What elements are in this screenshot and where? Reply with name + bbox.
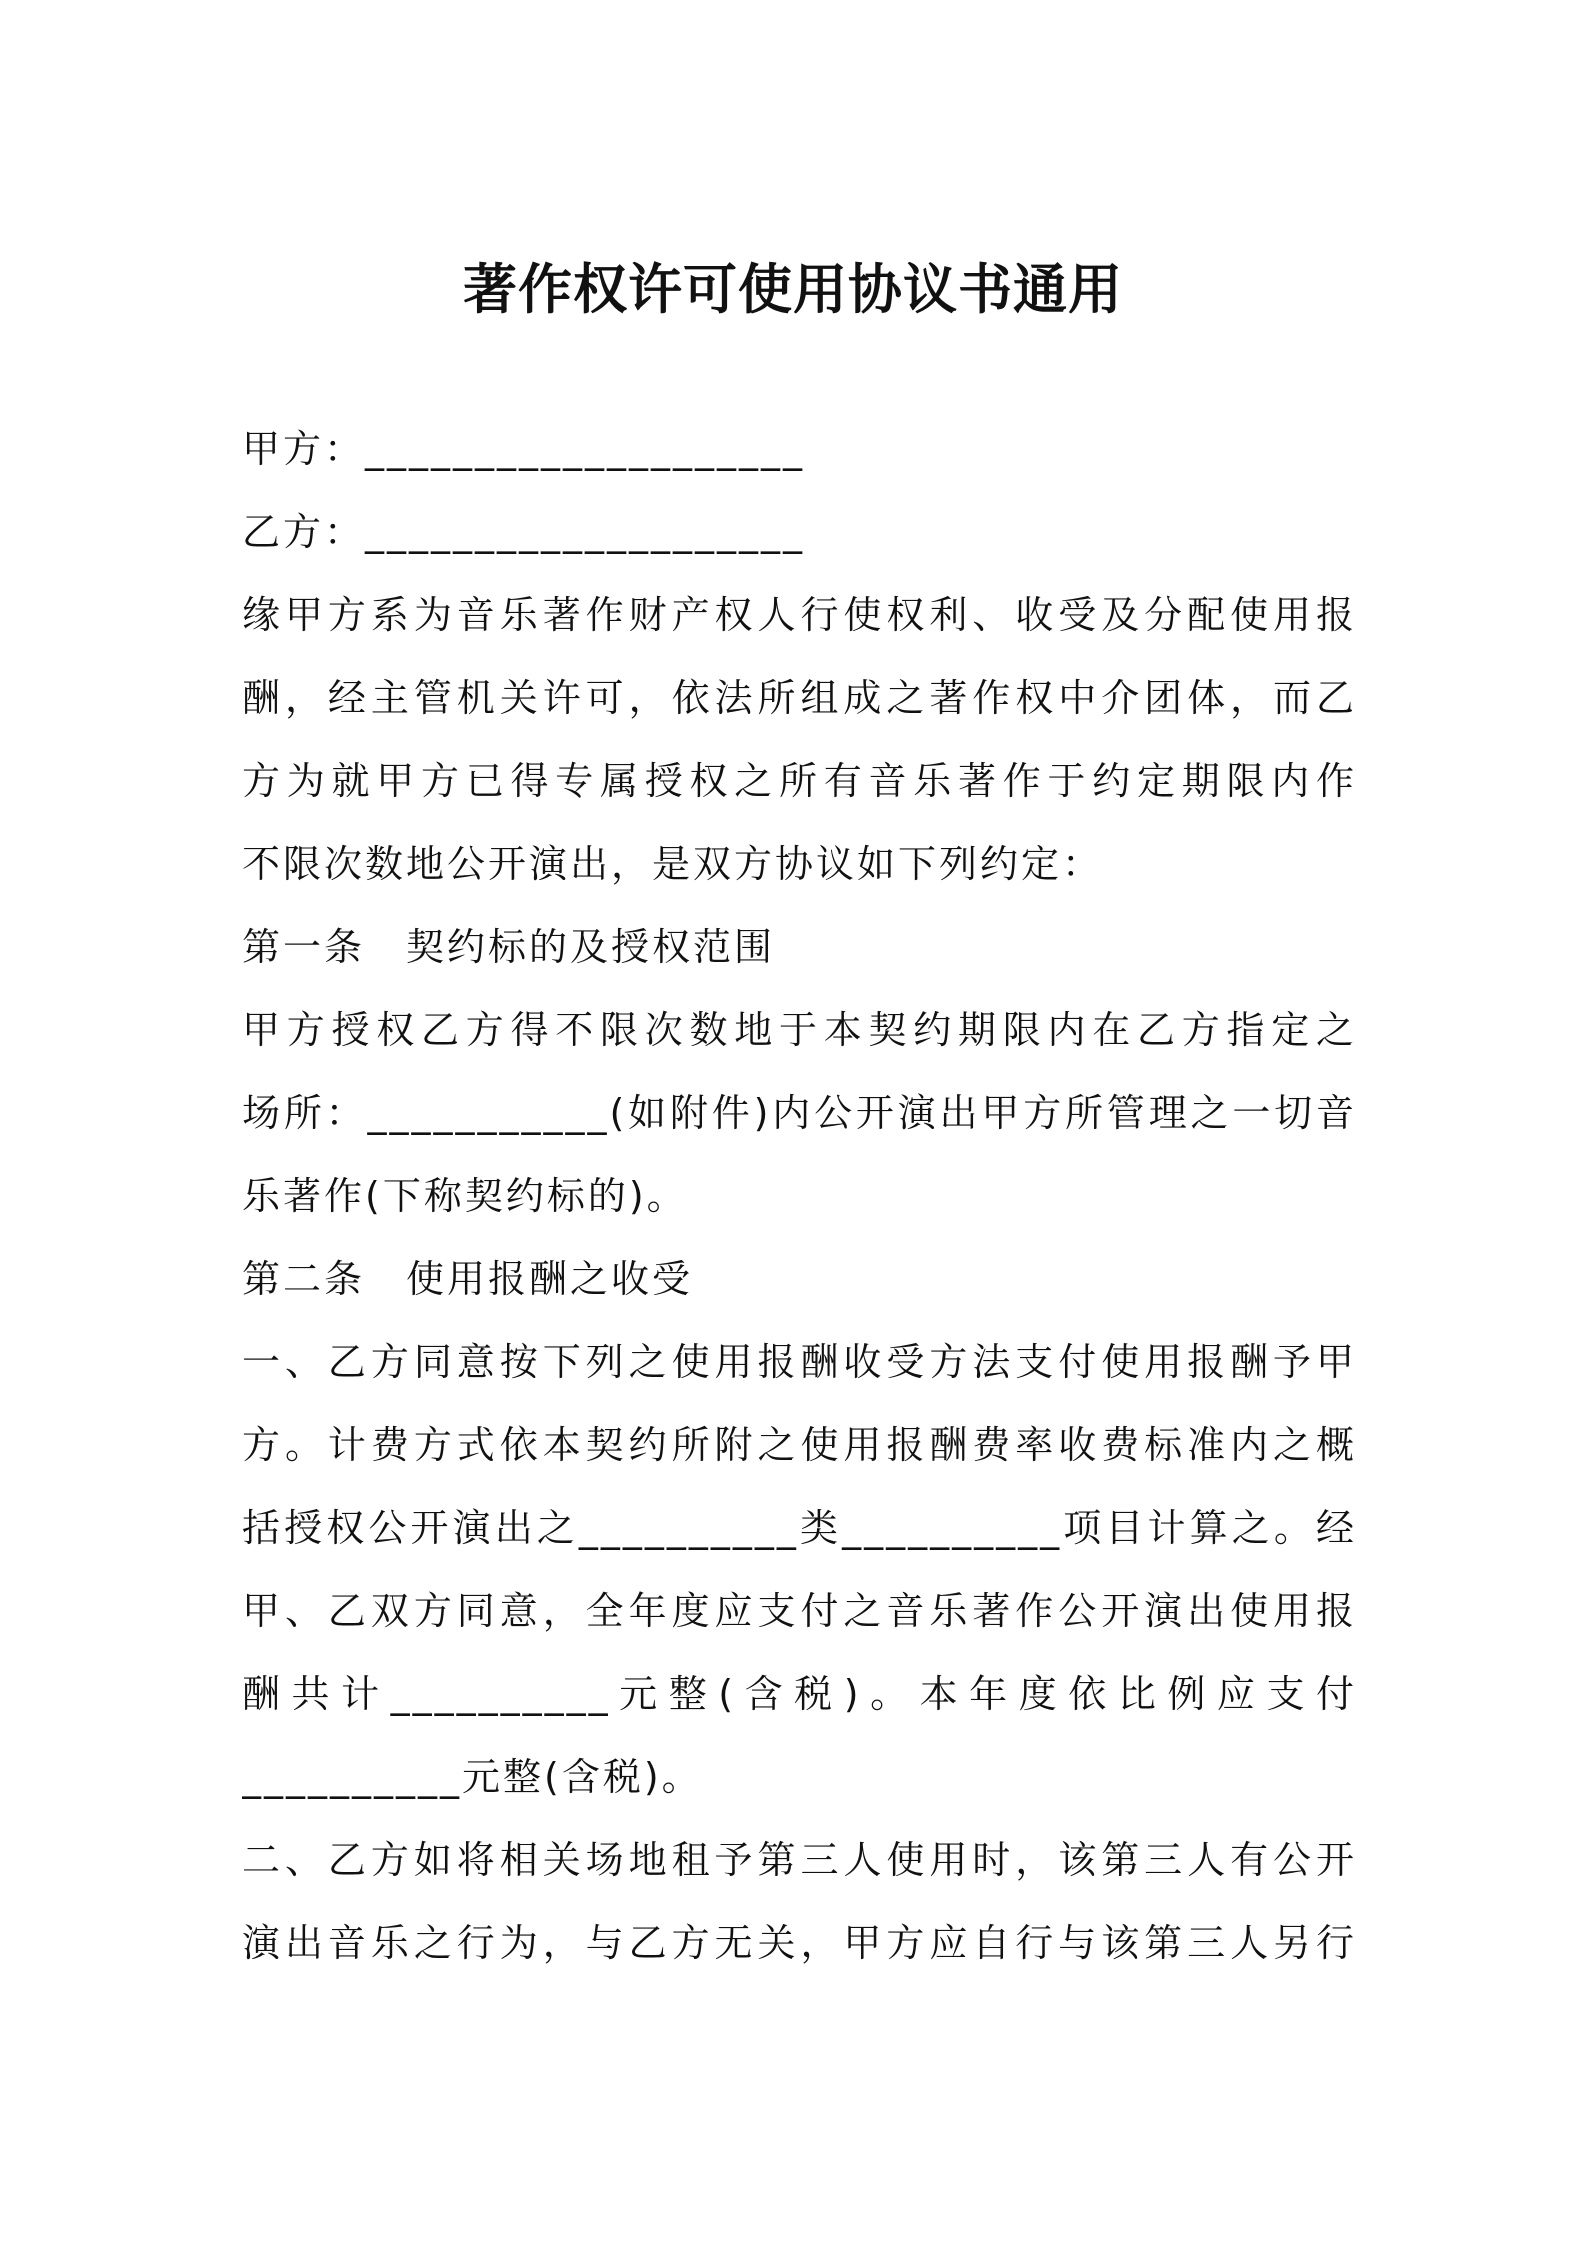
document-body	[242, 408, 1357, 1985]
paragraph-line: 二、乙方如将相关场地租予第三人使用时，该第三人有公开	[242, 1838, 1357, 1882]
paragraph-line: 方为就甲方已得专属授权之所有音乐著作于约定期限内作	[242, 759, 1357, 803]
paragraph-line: 方。计费方式依本契约所附之使用报酬费率收费标准内之概	[242, 1423, 1357, 1467]
paragraph-line: 缘甲方系为音乐著作财产权人行使权利、收受及分配使用报	[242, 593, 1357, 637]
paragraph-line: 括授权公开演出之__________类__________项目计算之。经	[242, 1506, 1357, 1550]
party-a-line: 甲方：____________________	[242, 427, 806, 471]
paragraph-line: 酬，经主管机关许可，依法所组成之著作权中介团体，而乙	[242, 676, 1357, 720]
document-title: 著作权许可使用协议书通用	[463, 258, 1123, 321]
paragraph-line: 甲、乙双方同意，全年度应支付之音乐著作公开演出使用报	[242, 1589, 1357, 1633]
article-2-heading: 第二条 使用报酬之收受	[242, 1257, 694, 1301]
paragraph-line: 场所：___________(如附件)内公开演出甲方所管理之一切音	[242, 1091, 1357, 1135]
article-1-heading: 第一条 契约标的及授权范围	[242, 925, 776, 969]
paragraph-line: 不限次数地公开演出，是双方协议如下列约定：	[242, 842, 1104, 886]
paragraph-line: 乐著作(下称契约标的)。	[242, 1174, 688, 1218]
paragraph-line: 酬共计__________元整(含税)。本年度依比例应支付	[242, 1672, 1357, 1716]
paragraph-line: __________元整(含税)。	[242, 1755, 703, 1799]
paragraph-line: 演出音乐之行为，与乙方无关，甲方应自行与该第三人另行	[242, 1921, 1357, 1965]
paragraph-line: 一、乙方同意按下列之使用报酬收受方法支付使用报酬予甲	[242, 1340, 1357, 1384]
party-b-line: 乙方：____________________	[242, 510, 806, 554]
paragraph-line: 甲方授权乙方得不限次数地于本契约期限内在乙方指定之	[242, 1008, 1357, 1052]
